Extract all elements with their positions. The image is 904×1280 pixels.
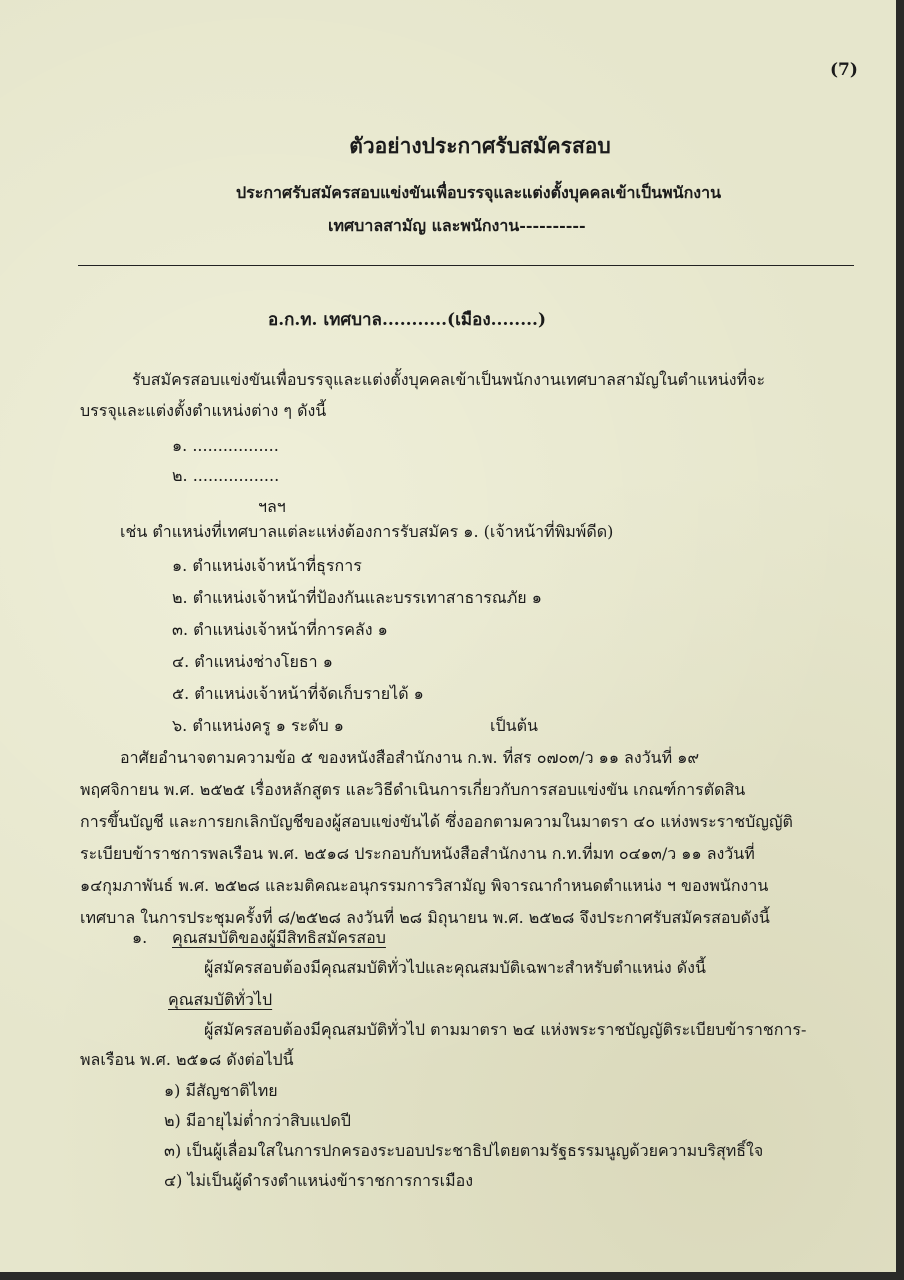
etc-marker: ฯลฯ <box>258 497 286 516</box>
authority-line-4: ระเบียบข้าราชการพลเรือน พ.ศ. ๒๕๑๘ ประกอบกับหนังสือสำนักงาน ก.ท.ที่มท ๐๔๑๓/ว ๑๑ ลงวันที่ <box>80 844 755 863</box>
authority-line-2: พฤศจิกายน พ.ศ. ๒๕๒๕ เรื่องหลักสูตร และวิธีดำเนินการเกี่ยวกับการสอบแข่งขัน เกณฑ์การตัดสิน <box>80 780 746 799</box>
position-item-5: ๕. ตำแหน่งเจ้าหน้าที่จัดเก็บรายได้ ๑ <box>172 684 424 703</box>
document-subtitle-line-2: เทศบาลสามัญ และพนักงาน---------- <box>328 216 586 235</box>
position-item-3: ๓. ตำแหน่งเจ้าหน้าที่การคลัง ๑ <box>172 620 388 639</box>
authority-line-1: อาศัยอำนาจตามความข้อ ๕ ของหนังสือสำนักงาน ก.พ. ที่สร ๐๗๐๓/ว ๑๑ ลงวันที่ ๑๙ <box>120 748 700 767</box>
example-line: เช่น ตำแหน่งที่เทศบาลแต่ละแห่งต้องการรับสมัคร ๑. (เจ้าหน้าที่พิมพ์ดีด) <box>120 522 614 541</box>
qualification-item-1: ๑) มีสัญชาติไทย <box>164 1081 278 1100</box>
blank-item-2: ๒. ................. <box>172 466 280 485</box>
organization-line: อ.ก.ท. เทศบาล...........(เมือง........) <box>268 310 547 330</box>
header-divider <box>78 265 854 266</box>
intro-line-2: บรรจุและแต่งตั้งตำแหน่งต่าง ๆ ดังนี้ <box>80 401 327 420</box>
position-item-2: ๒. ตำแหน่งเจ้าหน้าที่ป้องกันและบรรเทาสาธารณภัย ๑ <box>172 588 542 607</box>
section-1-text: ผู้สมัครสอบต้องมีคุณสมบัติทั่วไปและคุณสมบัติเฉพาะสำหรับตำแหน่ง ดังนี้ <box>204 958 706 977</box>
qualification-item-4: ๔) ไม่เป็นผู้ดำรงตำแหน่งข้าราชการการเมือง <box>164 1171 474 1190</box>
general-text-line-1: ผู้สมัครสอบต้องมีคุณสมบัติทั่วไป ตามมาตรา ๒๔ แห่งพระราชบัญญัติระเบียบข้าราชการ- <box>204 1020 807 1039</box>
authority-line-3: การขึ้นบัญชี และการยกเลิกบัญชีของผู้สอบแข่งขันได้ ซึ่งออกตามความในมาตรา ๔๐ แห่งพระราชบัญญัติ <box>80 812 793 831</box>
position-item-4: ๔. ตำแหน่งช่างโยธา ๑ <box>172 652 333 671</box>
position-item-1: ๑. ตำแหน่งเจ้าหน้าที่ธุรการ <box>172 556 362 575</box>
section-1-number: ๑. <box>132 928 148 947</box>
document-title: ตัวอย่างประกาศรับสมัครสอบ <box>349 133 611 158</box>
position-item-6-suffix: เป็นต้น <box>490 716 538 735</box>
authority-line-5: ๑๔กุมภาพันธ์ พ.ศ. ๒๕๒๘ และมติคณะอนุกรรมการวิสามัญ พิจารณากำหนดตำแหน่ง ฯ ของพนักงาน <box>80 876 769 895</box>
position-item-6: ๖. ตำแหน่งครู ๑ ระดับ ๑ <box>172 716 344 735</box>
page-number: (7) <box>830 60 858 80</box>
general-text-line-2: พลเรือน พ.ศ. ๒๕๑๘ ดังต่อไปนี้ <box>80 1050 294 1069</box>
qualification-item-3: ๓) เป็นผู้เลื่อมใสในการปกครองระบอบประชาธิปไตยตามรัฐธรรมนูญด้วยความบริสุทธิ์ใจ <box>164 1141 764 1160</box>
authority-line-6: เทศบาล ในการประชุมครั้งที่ ๘/๒๕๒๘ ลงวันที่ ๒๘ มิถุนายน พ.ศ. ๒๕๒๘ จึงประกาศรับสมัครสอบดังนี้ <box>80 908 770 927</box>
blank-item-1: ๑. ................. <box>172 436 279 455</box>
document-subtitle-line-1: ประกาศรับสมัครสอบแข่งขันเพื่อบรรจุและแต่งตั้งบุคคลเข้าเป็นพนักงาน <box>236 183 721 202</box>
section-1-heading: คุณสมบัติของผู้มีสิทธิสมัครสอบ <box>172 928 386 947</box>
qualification-item-2: ๒) มีอายุไม่ต่ำกว่าสิบแปดปี <box>164 1111 351 1130</box>
intro-line-1: รับสมัครสอบแข่งขันเพื่อบรรจุและแต่งตั้งบุคคลเข้าเป็นพนักงานเทศบาลสามัญในตำแหน่งที่จะ <box>132 370 766 389</box>
general-qualifications-heading: คุณสมบัติทั่วไป <box>168 990 273 1009</box>
